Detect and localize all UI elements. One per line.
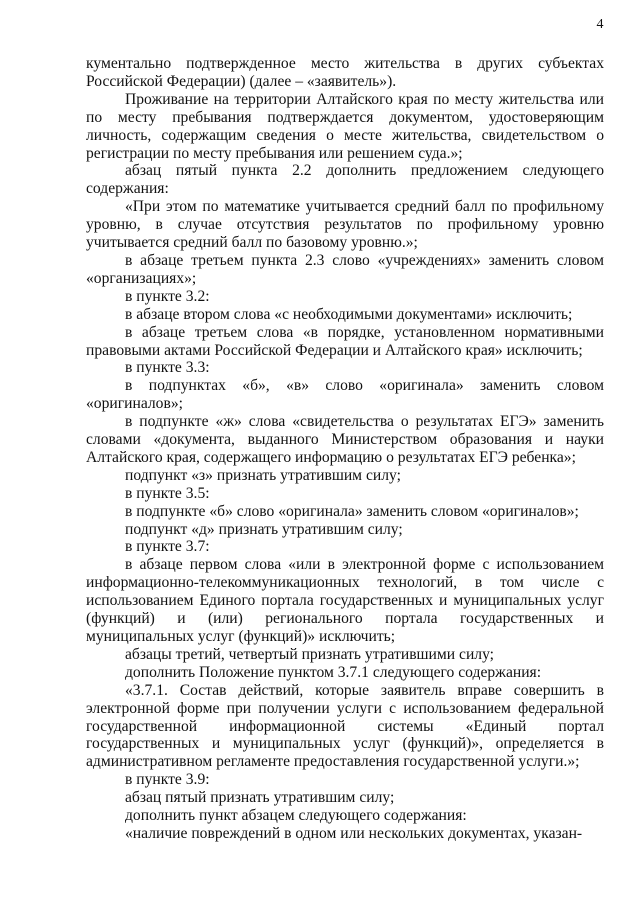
paragraph-3-7-1-text: «3.7.1. Состав действий, которые заявитель вправе совершить в электронной форме при получении услуги с использованием федеральной государственной информационной системы «Единый портал государственных и муниципальных услуг (функций)», определяется в административном регламенте предоставления государственной услуги.»; <box>86 681 604 771</box>
paragraph-3-3-zh: в подпункте «ж» слова «свидетельства о результатах ЕГЭ» заменить словами «документа, выданного Министерством образования и науки Алтайского края, содержащего информацию о результатах ЕГЭ ребенка»; <box>86 413 604 466</box>
page-number: 4 <box>596 17 604 32</box>
document-body <box>86 55 604 843</box>
paragraph-item-3-9: в пункте 3.9: <box>125 771 210 789</box>
paragraph-item-3-3: в пункте 3.3: <box>125 359 210 377</box>
paragraph-continuation: кументально подтвержденное место жительства в других субъектах Российской Федерации) (далее – «заявитель»). <box>86 55 604 90</box>
paragraph-3-2-third: в абзаце третьем слова «в порядке, установленном нормативными правовыми актами Российской Федерации и Алтайского края» исключить; <box>86 323 604 359</box>
paragraph-3-2-second: в абзаце втором слова «с необходимыми документами» исключить; <box>125 305 573 323</box>
paragraph-item-3-7: в пункте 3.7: <box>125 538 210 556</box>
paragraph-3-9-fifth: абзац пятый признать утратившим силу; <box>125 789 395 807</box>
paragraph-amend-2-3: в абзаце третьем пункта 2.3 слово «учреждениях» заменить словом «организациях»; <box>86 251 604 287</box>
paragraph-damage-docs: «наличие повреждений в одном или нескольких документах, указан- <box>125 824 583 842</box>
paragraph-item-3-5: в пункте 3.5: <box>125 484 210 502</box>
paragraph-3-5-b: в подпункте «б» слово «оригинала» заменить словом «оригиналов»; <box>125 502 579 520</box>
paragraph-3-3-b-v: в подпунктах «б», «в» слово «оригинала» заменить словом «оригиналов»; <box>86 377 604 413</box>
paragraph-3-9-add: дополнить пункт абзацем следующего содержания: <box>125 807 467 825</box>
paragraph-3-7-first: в абзаце первом слова «или в электронной форме с использованием информационно-телекоммуникационных технологий, в том числе с использованием Единого портала государственных и муниципальных услуг (функций) и (или) регионального портала государственных и муниципальных услуг (функций)» исключить; <box>86 556 604 645</box>
paragraph-residence-proof: Проживание на территории Алтайского края по месту жительства или по месту пребывания подтверждается документом, удостоверяющим личность, содержащим сведения о месте жительства, свидетельством о регистрации по месту пребывания или решением суда.»; <box>86 90 604 162</box>
paragraph-3-5-d: подпункт «д» признать утратившим силу; <box>125 520 403 538</box>
paragraph-amend-2-2: абзац пятый пункта 2.2 дополнить предложением следующего содержания: <box>86 162 604 198</box>
paragraph-add-3-7-1: дополнить Положение пунктом 3.7.1 следующего содержания: <box>125 663 542 681</box>
paragraph-item-3-2: в пункте 3.2: <box>125 287 210 305</box>
paragraph-3-7-third-fourth: абзацы третий, четвертый признать утратившими силу; <box>125 645 494 663</box>
paragraph-3-3-z: подпункт «з» признать утратившим силу; <box>125 466 401 484</box>
paragraph-math-score: «При этом по математике учитывается средний балл по профильному уровню, в случае отсутствия результатов по профильному уровню учитывается средний балл по базовому уровню.»; <box>86 198 604 252</box>
